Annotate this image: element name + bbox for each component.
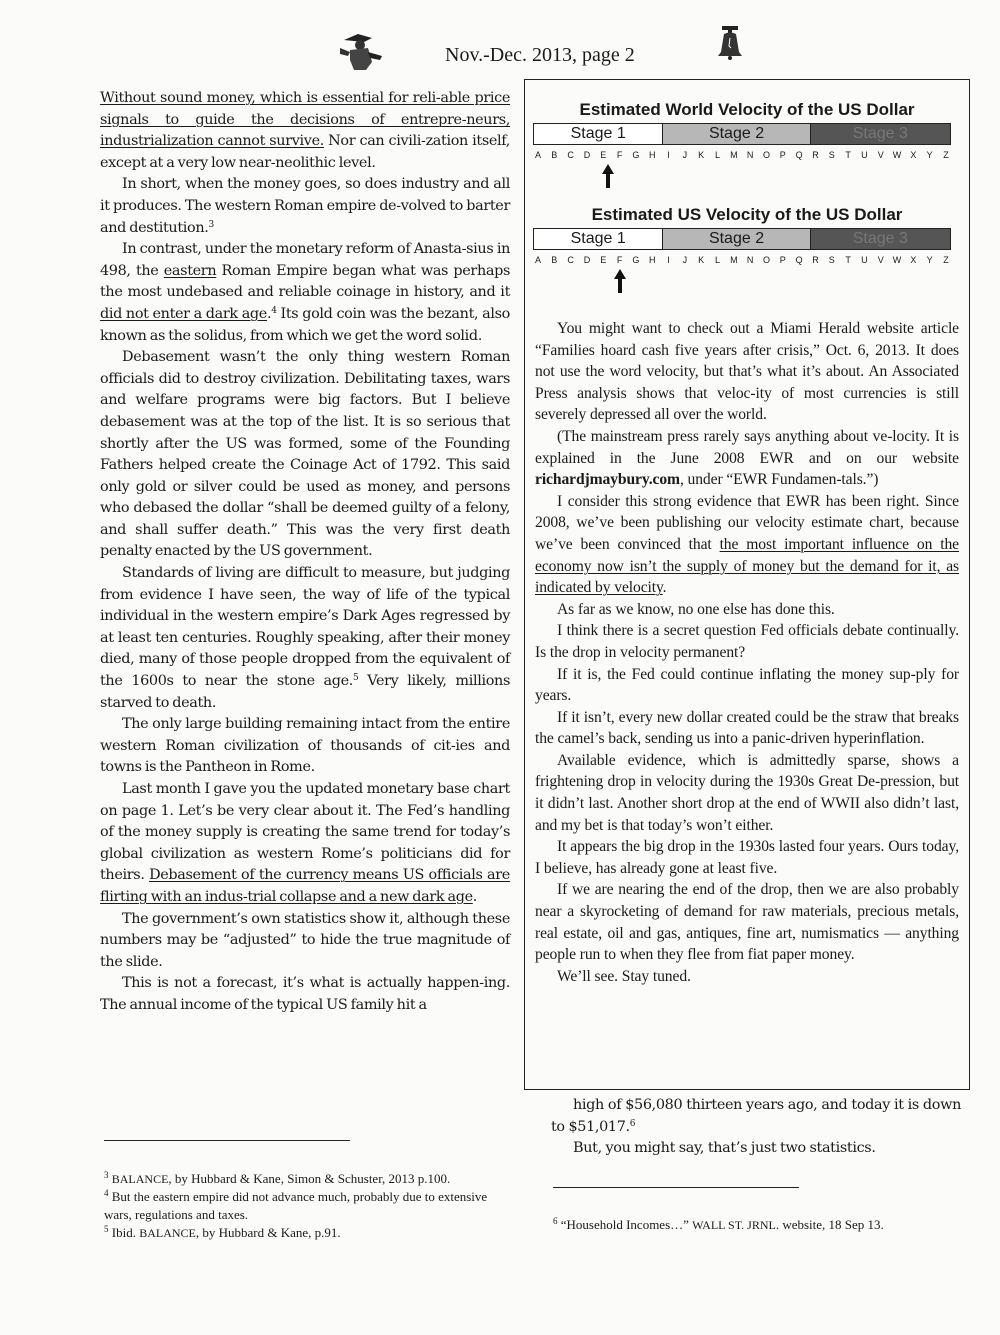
paragraph (100, 239, 510, 347)
scale-letter: K (698, 150, 705, 160)
text-run: This is not a forecast, it’s what is actually happen-ing. The annual income of the typical US family hit a (100, 975, 510, 1013)
text-run: the most important influence on the economy now isn’t the supply of money but the demand for it, as indicated by velocity (535, 535, 959, 597)
footnote-marker: 6 (553, 1216, 558, 1226)
paragraph (551, 1138, 961, 1160)
scale-letter: H (648, 150, 656, 160)
scale-letter: G (632, 255, 640, 265)
footnote-marker: 6 (629, 1118, 636, 1129)
paragraph (100, 347, 510, 563)
scale-letter: E (600, 150, 607, 160)
text-run: high of $56,080 thirteen years ago, and today it is down to $51,017. (551, 1097, 961, 1135)
text-run: Nor can civili-zation itself, except at a very low near-neolithic level. (100, 133, 510, 171)
text-run: WALL ST. JRNL (692, 1218, 776, 1232)
scale-letter: J (682, 255, 688, 265)
scale-letter: Y (926, 255, 933, 265)
footnote-rule-right (553, 1187, 799, 1188)
chart-title: Estimated US Velocity of the US Dollar (591, 205, 903, 224)
text-run: Its gold coin was the bezant, also known as the solidus, from which we get the word solid. (100, 305, 510, 344)
scale-letter: B (551, 150, 558, 160)
text-run: If it is, the Fed could continue inflating the money sup-ply for years. (535, 665, 959, 705)
text-run: Available evidence, which is admittedly sparse, shows a frightening drop in velocity during the 1930s Great De-pression, but it didn’t last. Another short drop at the end of WWII also didn’t last, and my bet is that today’s won’t either. (535, 751, 959, 834)
paragraph (100, 779, 510, 909)
stage-2: Stage 2 (663, 124, 810, 144)
scale-letter: X (910, 150, 917, 160)
paragraph (535, 664, 959, 707)
scale-letter: F (616, 150, 623, 160)
text-run: richardjmaybury.com (535, 471, 680, 489)
liberty-bell-icon (716, 26, 744, 60)
scale-letter: W (892, 150, 902, 160)
footnote (104, 1224, 514, 1242)
letter-scale (533, 255, 951, 267)
text-run: Very likely, millions starved to death. (100, 673, 510, 711)
text-run: Last month I gave you the updated monetary base chart on page 1. Let’s be very clear about it. The Fed’s handling of the money supply is creating the same trend for today’s global civilization as western Rome’s politicians did for theirs. (100, 781, 510, 884)
text-run: But the eastern empire did not advance much, probably due to extensive wars, regulations and taxes. (104, 1189, 488, 1222)
scale-letter: X (910, 255, 917, 265)
text-run: If we are nearing the end of the drop, then we are also probably near a skyrocketing of demand for raw materials, precious metals, real estate, oil and gas, antiques, fine art, numismatics — anything people run to when they flee from fiat paper money. (535, 881, 959, 964)
footnote-marker: 5 (104, 1224, 109, 1234)
text-run: I consider this strong evidence that EWR has been right. Since 2008, we’ve been publishing our velocity estimate chart, because we’ve been convinced that (535, 492, 959, 553)
paragraph (535, 750, 959, 836)
stage-bar (533, 228, 951, 250)
stage-1: Stage 1 (534, 229, 663, 249)
arrow-up-icon (601, 164, 615, 188)
text-run: did not enter a dark age (100, 305, 267, 322)
scale-letter: J (682, 150, 688, 160)
paragraph (100, 174, 510, 239)
paragraph (535, 491, 959, 599)
text-run: BALANCE (139, 1226, 196, 1240)
text-run: (The mainstream press rarely says anything about ve-locity. It is explained in the June 2008 EWR and on our website (535, 427, 959, 467)
footnote-marker: 5 (353, 673, 359, 684)
scale-letter: L (715, 255, 721, 265)
text-run: But, you might say, that’s just two statistics. (573, 1140, 876, 1157)
scale-letter: Z (943, 255, 949, 265)
scale-letter: M (730, 255, 738, 265)
text-run: I think there is a secret question Fed officials debate continually. Is the drop in velocity permanent? (535, 622, 959, 661)
scale-letter: N (746, 150, 754, 160)
text-run: You might want to check out a Miami Herald website article “Families hoard cash five years after crisis,” Oct. 6, 2013. It does not use the word velocity, but that’s what it’s about. An Associated Press analysis shows that veloc-ity of most currencies is still severely depressed all over the world. (535, 320, 959, 424)
scale-letter: O (762, 150, 770, 160)
footnote-rule-left (104, 1140, 350, 1141)
scale-letter: C (567, 150, 574, 160)
scale-letter: T (845, 255, 851, 265)
scale-letter: Q (795, 255, 803, 265)
scale-letter: I (667, 150, 670, 160)
text-run: Debasement of the currency means US officials are flirting with an indus-trial collapse and a new dark age (100, 867, 510, 905)
footnote-marker: 3 (208, 219, 214, 230)
stage-1: Stage 1 (534, 124, 663, 144)
footnote-marker: 4 (271, 305, 277, 316)
scale-letter: V (877, 255, 884, 265)
text-run: We’ll see. Stay tuned. (557, 967, 691, 985)
footnote-marker: 4 (104, 1188, 109, 1198)
paragraph (535, 836, 959, 879)
paragraph (100, 563, 510, 714)
scale-letter: G (632, 150, 640, 160)
paragraph (535, 707, 959, 750)
scale-letter: F (616, 255, 623, 265)
scale-letter: D (583, 150, 591, 160)
scale-letter: E (600, 255, 607, 265)
text-run: “Household Incomes…” (557, 1217, 693, 1232)
scale-letter: B (551, 255, 558, 265)
scale-letter: R (812, 150, 819, 160)
scale-letter: A (534, 150, 542, 160)
scale-letter: N (746, 255, 754, 265)
scale-letter: S (828, 150, 835, 160)
text-run: In short, when the money goes, so does industry and all it produces. The western Roman empire de-volved to barter and destitution. (100, 176, 510, 236)
scale-letter: P (779, 255, 786, 265)
text-run: BALANCE (111, 1172, 169, 1186)
text-run: As far as we know, no one else has done this. (557, 600, 835, 618)
page-header: Nov.-Dec. 2013, page 2 (445, 44, 635, 66)
scale-letter: W (892, 255, 902, 265)
paragraph (100, 973, 510, 1016)
scale-letter: Z (943, 150, 949, 160)
scale-letter: Y (926, 150, 933, 160)
text-run: Standards of living are difficult to measure, but judging from evidence I have seen, the way of life of the typical individual in the western empire’s Dark Ages regressed by at least ten centuries. Roughly speaking, after their money died, many of those people dropped from the equivalent of the 1600s to near the stone age. (100, 565, 510, 690)
scale-letter: I (667, 255, 670, 265)
text-run: . (662, 579, 667, 597)
footnote (104, 1170, 514, 1188)
text-run: If it isn’t, every new dollar created could be the straw that breaks the camel’s back, sending us into a panic-driven hyperinflation. (535, 708, 959, 748)
box-text (535, 318, 959, 987)
colonial-figure-icon (338, 26, 386, 74)
paragraph (535, 966, 959, 988)
stage-2: Stage 2 (663, 229, 810, 249)
footnotes-left (104, 1170, 514, 1242)
scale-letter: Q (795, 150, 803, 160)
text-run: Ibid. (108, 1225, 140, 1240)
text-run: eastern (163, 262, 217, 279)
stage-3: Stage 3 (811, 229, 950, 249)
scale-letter: T (845, 150, 851, 160)
text-run: Debasement wasn’t the only thing western Roman officials did to destroy civilization. Debilitating taxes, wars and welfare programs were big factors. But I believe debasement was at the top of the list. It is so serious that shortly after the US was formed, some of the Founding Fathers helped create the Coinage Act of 1792. This said only gold or silver could be used as money, and persons who debased the dollar “shall be deemed guilty of a felony, and shall suffer death.” This was the very first death penalty enacted by the US government. (100, 349, 510, 560)
scale-letter: V (877, 150, 884, 160)
footnote (104, 1188, 514, 1224)
scale-letter: U (861, 150, 868, 160)
chart-title: Estimated World Velocity of the US Dollar (579, 100, 915, 119)
scale-letter: D (583, 255, 591, 265)
scale-letter: C (567, 255, 574, 265)
text-run: In contrast, under the monetary reform of Anasta-sius in 498, the (100, 241, 510, 279)
paragraph (535, 620, 959, 663)
scale-letter: K (698, 255, 705, 265)
paragraph (535, 879, 959, 965)
paragraph (535, 426, 959, 491)
paragraph (100, 88, 510, 174)
scale-letter: L (715, 150, 721, 160)
scale-letter: H (648, 255, 656, 265)
right-column-continuation (551, 1095, 961, 1160)
velocity-box (524, 79, 970, 1090)
scale-letter: P (779, 150, 786, 160)
letter-scale (533, 150, 951, 162)
text-run: Without sound money, which is essential for reli-able price signals to guide the decisions of entrepre-neurs, industrialization cannot survive. (100, 90, 510, 150)
paragraph (100, 909, 510, 974)
scale-letter: U (861, 255, 868, 265)
footnote-right (553, 1216, 973, 1234)
scale-letter: R (812, 255, 819, 265)
text-run: . website, 18 Sep 13. (775, 1217, 884, 1232)
arrow-up-icon (613, 269, 627, 293)
paragraph (535, 599, 959, 621)
text-run: The only large building remaining intact from the entire western Roman civilization of thousands of cit-ies and towns is the Pantheon in Rome. (100, 716, 510, 776)
paragraph (551, 1095, 961, 1138)
stage-bar (533, 123, 951, 145)
text-run: It appears the big drop in the 1930s lasted four years. Ours today, I believe, has already gone at least five. (535, 838, 959, 877)
paragraph (100, 714, 510, 779)
text-run: The government’s own statistics show it, although these numbers may be “adjusted” to hide the true magnitude of the slide. (100, 910, 510, 970)
paragraph (535, 318, 959, 426)
scale-letter: M (730, 150, 738, 160)
text-run: . (472, 888, 478, 905)
scale-letter: S (828, 255, 835, 265)
text-run: . (266, 305, 272, 322)
stage-3: Stage 3 (811, 124, 950, 144)
footnote-marker: 3 (104, 1170, 109, 1180)
text-run: , by Hubbard & Kane, Simon & Schuster, 2013 p.100. (168, 1171, 451, 1186)
text-run: , under “EWR Fundamen-tals.”) (679, 471, 879, 489)
text-run: Roman Empire began what was perhaps the most undebased and reliable coinage in history, and it (100, 262, 510, 301)
scale-letter: A (534, 255, 542, 265)
text-run: , by Hubbard & Kane, p.91. (195, 1225, 341, 1240)
scale-letter: O (762, 255, 770, 265)
left-column (100, 88, 510, 1017)
